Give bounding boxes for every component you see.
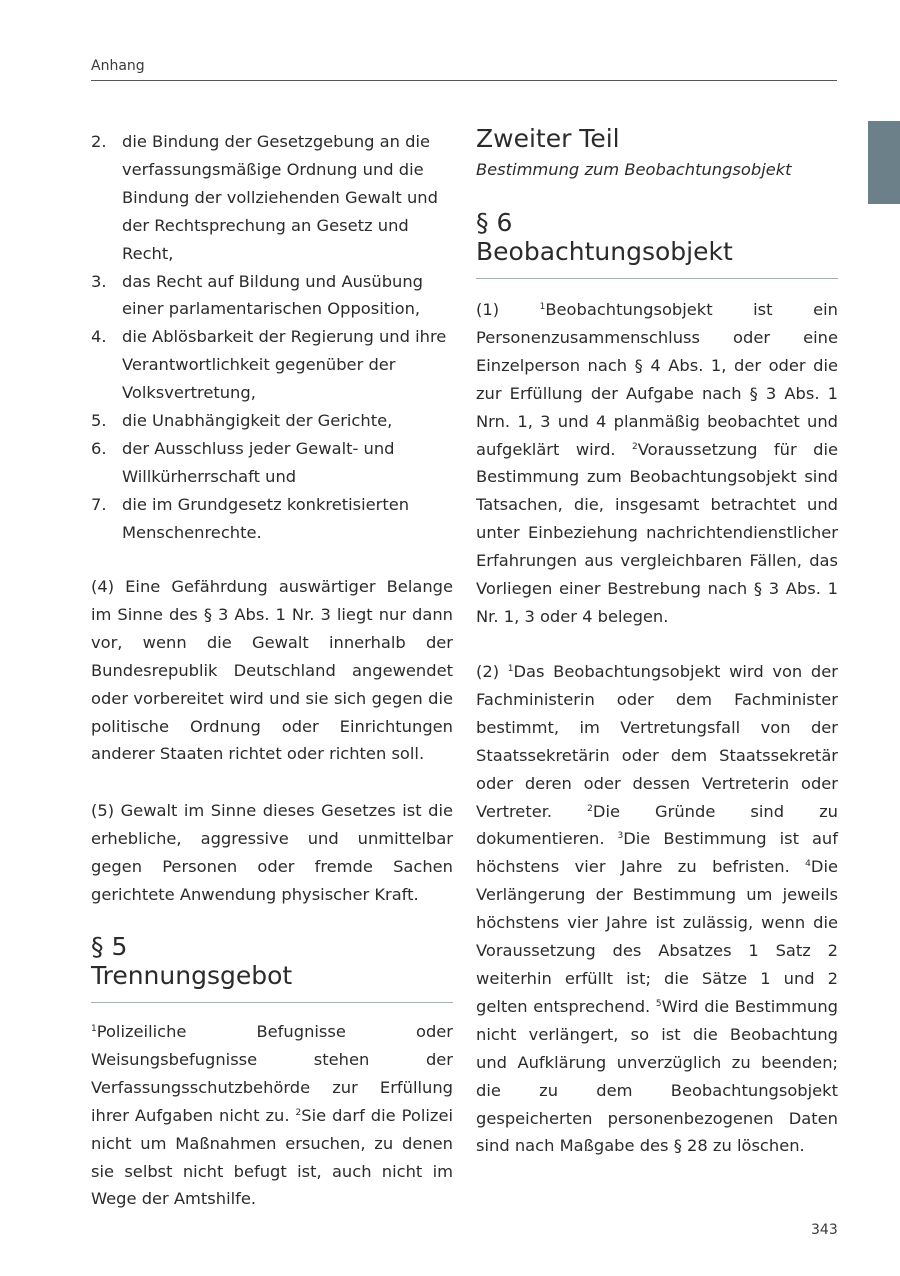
paragraph-4: (4) Eine Gefährdung auswärtiger Belange im Sinne des § 3 Abs. 1 Nr. 3 liegt nur dann vor, wenn die Gewalt innerhalb der Bundesrepublik Deutschland angewendet oder vorbereitet wird und sie sich gegen die politische Ordnung oder Einrichtungen anderer Staaten richtet oder richten soll. — [91, 577, 453, 764]
sentence-marker: 2 — [632, 441, 638, 452]
list-number: 4. — [91, 327, 107, 347]
section-5-heading — [91, 932, 453, 990]
list-number: 2. — [91, 132, 107, 151]
sentence-marker: 1 — [507, 664, 514, 674]
sentence-marker: 1 — [91, 1024, 97, 1034]
paragraph-number: (1) — [476, 300, 540, 319]
numbered-list — [91, 128, 453, 547]
section-title: Beobachtungsobjekt — [476, 237, 733, 266]
paragraph-5: (5) Gewalt im Sinne dieses Gesetzes ist die erhebliche, aggressive und unmittelbar gegen Personen oder fremde Sachen gerichtete Anwendung physischer Kraft. — [91, 801, 453, 904]
list-number: 7. — [91, 494, 107, 514]
paragraph-number: (2) — [476, 662, 508, 681]
section-6-paragraph-1 — [476, 296, 838, 631]
chapter-tab-marker — [868, 121, 900, 204]
part-title: Zweiter Teil — [476, 124, 620, 153]
list-item — [91, 128, 453, 268]
sentence-marker: 2 — [587, 803, 593, 814]
list-item — [91, 268, 453, 324]
sentence: Wird die Bestimmung nicht verlängert, so ist die Beobachtung und Aufklärung unverzüglich zu beenden; die zu dem Beobachtungsobjekt gespeicherten personenbezogenen Daten sind nach Maßgabe des § 28 zu löschen. — [476, 996, 838, 1156]
list-text: die im Grundgesetz konkretisierten Menschenrechte. — [122, 494, 410, 542]
list-text: das Recht auf Bildung und Ausübung einer parlamentarischen Opposition, — [122, 271, 424, 319]
list-text: die Unabhängigkeit der Gerichte, — [122, 411, 393, 431]
sentence: Das Beobachtungsobjekt wird von der Fachministerin oder dem Fachminister bestimmt, im Vertretungsfall von der Staatssekretärin oder dem Staatssekretär oder deren oder dessen Vertreterin oder Vertreter. — [476, 662, 838, 821]
sentence-marker: 2 — [295, 1107, 302, 1118]
sentence: Beobachtungsobjekt ist ein Personenzusammenschluss oder eine Einzelperson nach § 4 Abs. 1, der oder die zur Erfüllung der Aufgabe nach § 3 Abs. 1 Nrn. 1, 3 und 4 planmäßig beobachtet und aufgeklärt wird. — [476, 300, 838, 459]
header-rule — [91, 80, 837, 81]
sentence-marker: 3 — [617, 831, 624, 842]
section-number: § 6 — [476, 208, 513, 237]
list-item — [91, 407, 453, 435]
list-item — [91, 491, 453, 547]
running-head: Anhang — [91, 58, 145, 74]
sentence: Die Bestimmung ist auf höchstens vier Jahre zu befristen. — [476, 829, 838, 877]
sentence: Polizeiliche Befugnisse oder Weisungsbefugnisse stehen der Verfassungsschutzbehörde zur Erfüllung ihrer Aufgaben nicht zu. — [91, 1022, 453, 1125]
section-rule — [476, 278, 838, 279]
list-text: die Ablösbarkeit der Regierung und ihre Verantwortlichkeit gegenüber der Volksvertretung, — [122, 327, 447, 403]
list-number: 6. — [91, 438, 107, 458]
list-text: der Ausschluss jeder Gewalt- und Willkürherrschaft und — [122, 438, 395, 486]
list-text: die Bindung der Gesetzgebung an die verfassungsmäßige Ordnung und die Bindung der vollziehenden Gewalt und der Rechtsprechung an Gesetz und Recht, — [122, 132, 438, 263]
sentence: Sie darf die Polizei nicht um Maßnahmen ersuchen, zu denen sie selbst nicht befugt ist, auch nicht im Wege der Amtshilfe. — [91, 1105, 453, 1209]
section-rule — [91, 1002, 453, 1003]
section-number: § 5 — [91, 932, 128, 961]
page-number: 343 — [811, 1222, 838, 1238]
list-item — [91, 323, 453, 407]
section-title: Trennungsgebot — [91, 961, 293, 990]
sentence-marker: 1 — [539, 302, 546, 312]
sentence: Voraussetzung für die Bestimmung zum Beobachtungsobjekt sind Tatsachen, die, insgesamt betrachtet und unter Einbeziehung nachrichtendienstlicher Erfahrungen aus vergleichbaren Fällen, das Vorliegen einer Bestrebung nach § 3 Abs. 1 Nr. 1, 3 oder 4 belegen. — [476, 439, 838, 626]
section-5-text — [91, 1018, 453, 1213]
sentence-marker: 5 — [655, 998, 662, 1009]
list-number: 5. — [91, 411, 107, 431]
list-number: 3. — [91, 271, 107, 291]
sentence: Die Gründe sind zu dokumentieren. — [476, 801, 838, 849]
section-6-paragraph-2 — [476, 658, 838, 1160]
list-item — [91, 435, 453, 491]
sentence-marker: 4 — [805, 859, 811, 870]
section-6-heading — [476, 208, 838, 266]
sentence: Die Verlängerung der Bestimmung um jeweils höchstens vier Jahre ist zulässig, wenn die Voraussetzung des Absatzes 1 Satz 2 weiterhin erfüllt ist; die Sätze 1 und 2 gelten entsprechend. — [476, 857, 838, 1016]
part-subtitle: Bestimmung zum Beobachtungsobjekt — [476, 160, 792, 179]
